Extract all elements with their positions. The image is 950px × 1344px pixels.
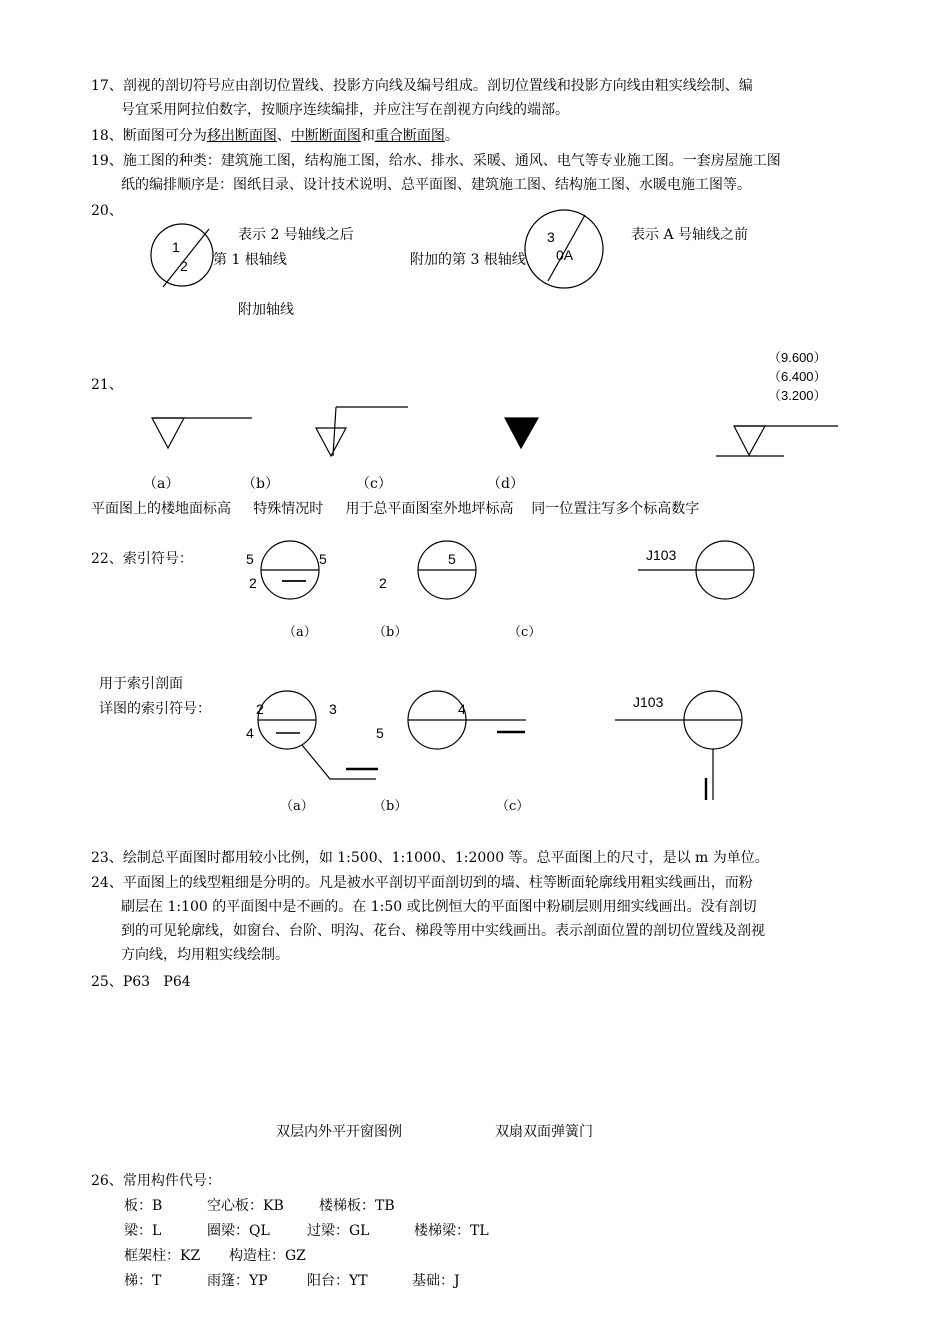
item-18-term-a: 移出断面图: [206, 128, 277, 144]
row1-label-c: （c）: [508, 625, 542, 640]
elevation-symbol-a: [152, 418, 252, 448]
elevation-symbol-b: [316, 407, 408, 456]
elevation-description: 平面图上的楼地面标高 特殊情况时 用于总平面图室外地坪标高 同一位置注写多个标高数字: [91, 501, 700, 517]
axis-circle-2-top: 3: [547, 229, 555, 245]
index-1a-side: 5: [319, 551, 327, 567]
code-liang: 梁：L: [124, 1223, 162, 1239]
index-1b-bottom: 2: [379, 575, 387, 591]
section-index-label-1: 用于索引剖面: [99, 676, 183, 692]
index-2a-bottom: 4: [246, 725, 254, 741]
code-quanliang: 圈梁：QL: [207, 1223, 270, 1239]
item-18-and: 和: [360, 128, 375, 144]
item-18-end: 。: [444, 128, 459, 144]
elevation-label-c: （c）: [356, 476, 392, 492]
index-symbol-1a: [246, 541, 327, 599]
elevation-label-d: （d）: [487, 476, 524, 492]
elevation-label-b: （b）: [242, 476, 279, 492]
item-24-line3: 到的可见轮廓线，如窗台、台阶、明沟、花台、梯段等用中实线画出。表示剖面位置的剖切位置线及剖视: [121, 923, 765, 939]
axis-circle-2: [525, 210, 603, 288]
row2-label-a: （a）: [280, 799, 314, 814]
axis-label-1a: 表示 2 号轴线之后: [238, 227, 354, 243]
code-loutiban: 楼梯板：TB: [319, 1198, 395, 1214]
axis-label-2b: 表示 A 号轴线之前: [631, 227, 749, 243]
code-jichu: 基础：J: [412, 1273, 460, 1289]
item-24-line4: 方向线，均用粗实线绘制。: [121, 947, 289, 963]
section-index-label-2: 详图的索引符号：: [99, 701, 211, 717]
axis-circle-1-bottom: 2: [180, 258, 188, 274]
row1-label-b: （b）: [373, 625, 408, 640]
item-24-line1: 24、平面图上的线型粗细是分明的。凡是被水平剖切平面剖切到的墙、柱等断面轮廓线用粗实线画出，而粉: [91, 875, 753, 891]
code-guoliang: 过梁：GL: [307, 1223, 370, 1239]
index-1a-bottom: 2: [249, 575, 257, 591]
code-gouzaozhu: 构造柱：GZ: [229, 1248, 306, 1264]
row2-label-b: （b）: [373, 799, 408, 814]
code-yupeng: 雨篷：YP: [207, 1273, 268, 1289]
item-24-line2: 刷层在 1:100 的平面图中是不画的。在 1:50 或比例恒大的平面图中粉刷层则用细实线画出。没有剖切: [121, 899, 757, 915]
code-kongxinban: 空心板：KB: [207, 1198, 284, 1214]
code-ti: 梯：T: [124, 1273, 162, 1289]
section-index-symbol-2b: [376, 691, 526, 749]
axis-label-2a: 附加的第 3 根轴线: [410, 252, 526, 268]
code-kuangjiazhu: 框架柱：KZ: [124, 1248, 201, 1264]
index-symbol-label: 22、索引符号：: [91, 551, 193, 567]
door-legend-label: 双扇双面弹簧门: [495, 1124, 593, 1140]
window-legend-label: 双层内外平开窗图例: [276, 1124, 402, 1140]
row2-label-c: （c）: [496, 799, 530, 814]
code-ban: 板：B: [124, 1198, 163, 1214]
index-2b-bottom: 5: [376, 725, 384, 741]
index-1c-code: J103: [646, 547, 677, 563]
elevation-value-3: （3.200）: [768, 388, 827, 403]
item-20-number: 20、: [91, 203, 123, 219]
item-17-line1: 17、剖视的剖切符号应由剖切位置线、投影方向线及编号组成。剖切位置线和投影方向线由粗实线绘制、编: [91, 78, 753, 94]
index-2c-code: J103: [633, 694, 664, 710]
item-21-number: 21、: [91, 377, 123, 393]
item-18-term-c: 重合断面图: [374, 128, 445, 144]
item-17-line2: 号宜采用阿拉伯数字，按顺序连续编排，并应注写在剖视方向线的端部。: [121, 102, 569, 118]
item-18-term-b: 中断断面图: [290, 128, 361, 144]
code-loutiliang: 楼梯梁：TL: [414, 1223, 489, 1239]
index-symbol-1c: [638, 541, 754, 599]
item-19-line1: 19、施工图的种类：建筑施工图，结构施工图，给水、排水、采暖、通风、电气等专业施工图。一套房屋施工图: [91, 153, 781, 169]
item-26-title: 26、常用构件代号：: [91, 1173, 221, 1189]
elevation-symbol-d: [716, 426, 838, 456]
index-symbol-1b: [379, 541, 476, 599]
axis-circle-2-bottom: 0A: [556, 247, 574, 263]
axis-label-3: 附加轴线: [238, 302, 294, 318]
axis-circle-1-top: 1: [172, 239, 180, 255]
index-1a-top: 5: [246, 551, 254, 567]
item-25: 25、P63 P64: [91, 974, 191, 990]
elevation-value-1: （9.600）: [768, 350, 827, 365]
index-2a-top: 2: [256, 701, 264, 717]
item-23-text: 23、绘制总平面图时都用较小比例，如 1:500、1:1000、1:2000 等。总平面图上的尺寸，是以 m 为单位。: [91, 850, 769, 866]
section-index-symbol-2a: [246, 691, 378, 779]
index-2b-top: 4: [458, 701, 466, 717]
index-2a-side: 3: [329, 701, 337, 717]
code-yangtai: 阳台：YT: [307, 1273, 368, 1289]
item-19-line2: 纸的编排顺序是：图纸目录、设计技术说明、总平面图、建筑施工图、结构施工图、水暖电施工图等。: [121, 177, 751, 193]
elevation-label-a: （a）: [143, 476, 180, 492]
section-index-symbol-2c: [615, 691, 742, 800]
elevation-value-2: （6.400）: [768, 369, 827, 384]
row1-label-a: （a）: [283, 625, 317, 640]
index-1b-top: 5: [448, 551, 456, 567]
axis-circle-1: [151, 224, 213, 287]
item-18-prefix: 18、断面图可分为: [91, 128, 207, 144]
elevation-symbol-c: [505, 418, 538, 448]
item-18-sep: 、: [276, 128, 291, 144]
axis-label-1b: 第 1 根轴线: [213, 252, 287, 268]
